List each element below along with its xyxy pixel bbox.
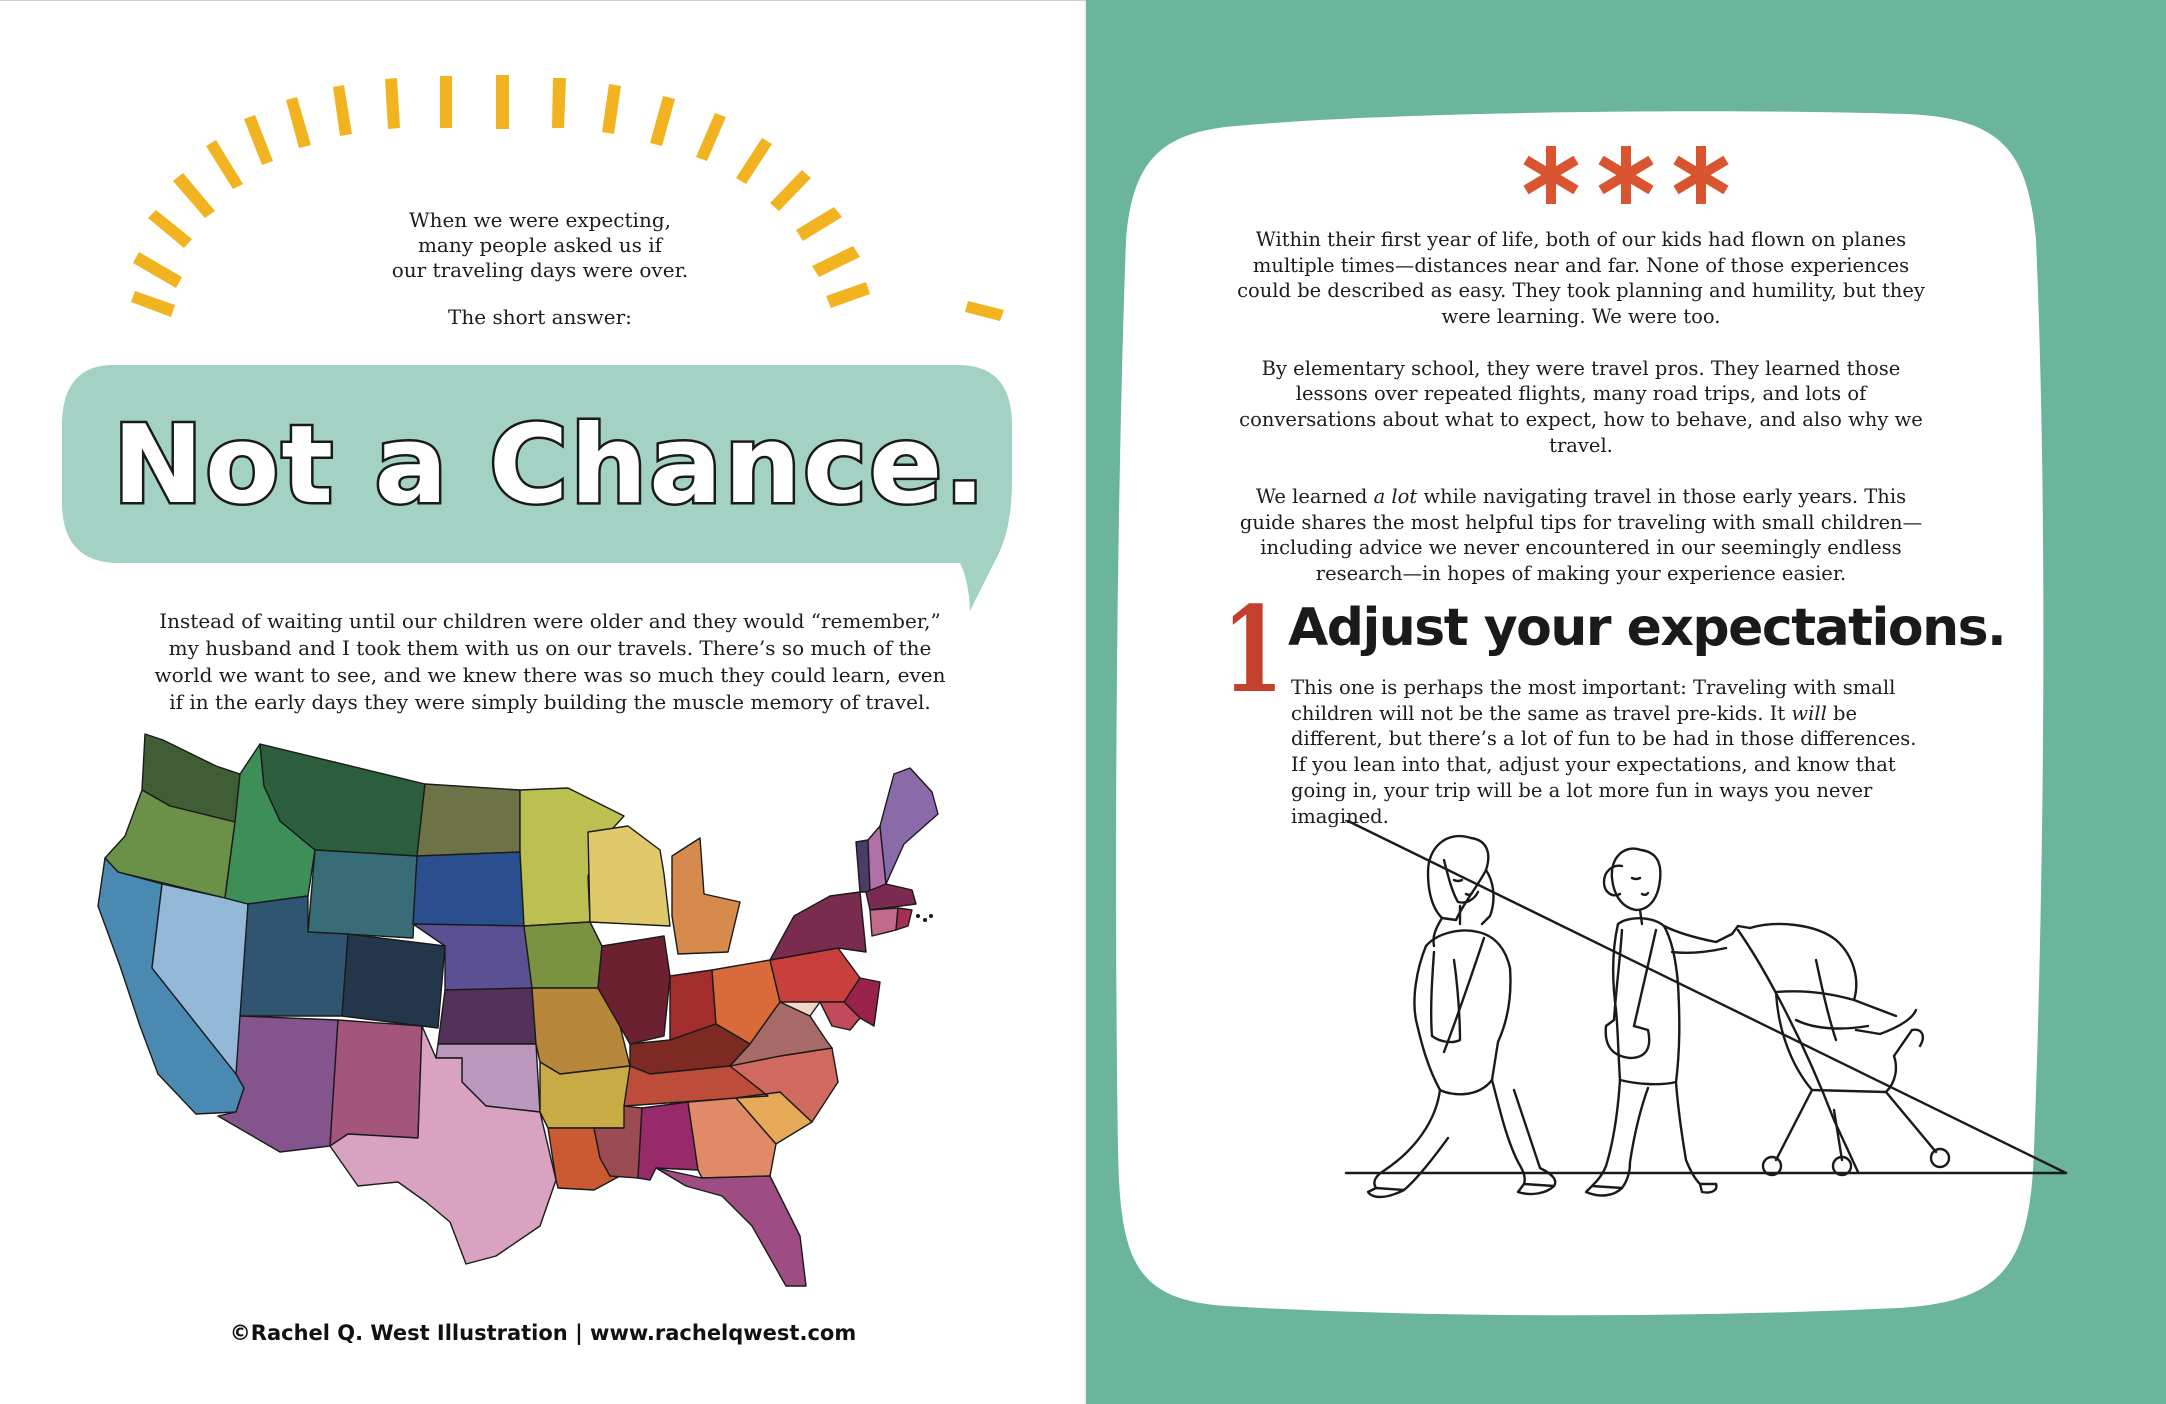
state-wy bbox=[308, 850, 417, 938]
state-nd bbox=[417, 784, 520, 856]
speech-bubble-icon bbox=[0, 1, 1086, 641]
intro-line-1: When we were expecting, bbox=[409, 208, 671, 232]
state-fl bbox=[656, 1168, 806, 1286]
usa-states-map-icon bbox=[90, 726, 1020, 1306]
section-heading: Adjust your expectations. bbox=[1288, 598, 2006, 658]
intro-line-3: our traveling days were over. bbox=[391, 258, 689, 282]
state-ct bbox=[870, 908, 898, 936]
intro-paragraphs bbox=[1236, 227, 1926, 587]
state-ar bbox=[540, 1062, 630, 1128]
emphasis-will: will bbox=[1791, 701, 1827, 725]
emphasis-a-lot: a lot bbox=[1373, 485, 1418, 508]
section-body: This one is perhaps the most important: Traveling with small children will not be the same as travel pre-kids. It will be different, but there’s a lot of fun to be had in those differences. If you lean into that, adjust your expectations, and know that going in, your trip will be a lot more fun in ways you never imagined. bbox=[1291, 676, 1917, 828]
paragraph-elementary: By elementary school, they were travel pros. They learned those lessons over repeated flights, many road trips, and lots of conversations about what to expect, how to behave, and also why we travel. bbox=[1239, 356, 1923, 457]
left-body-paragraph: Instead of waiting until our children were older and they would “remember,” my husband and I took them with us on our travels. There’s so much of the world we want to see, and we knew there was so much they could learn, even if in the early days they were simply building the muscle memory of travel. bbox=[154, 609, 946, 714]
paragraph-first-year: Within their first year of life, both of our kids had flown on planes multiple times—distances near and far. None of those experiences could be described as easy. They took planning and humility, but they were learning. We were too. bbox=[1237, 228, 1925, 329]
state-ri bbox=[896, 908, 912, 930]
credit-line: ©Rachel Q. West Illustration | www.rachelqwest.com bbox=[229, 1321, 857, 1345]
right-page bbox=[1086, 0, 2166, 1404]
state-mi bbox=[672, 838, 740, 954]
state-ia bbox=[524, 922, 602, 988]
state-co bbox=[342, 934, 445, 1028]
state-ny bbox=[770, 892, 866, 960]
headline: Not a Chance. bbox=[112, 403, 988, 528]
section-number: 1 bbox=[1222, 580, 1284, 719]
state-al bbox=[638, 1102, 698, 1180]
state-ks bbox=[438, 988, 536, 1044]
state-sd bbox=[413, 852, 524, 926]
intro-line-2: many people asked us if bbox=[417, 233, 663, 257]
state-wi bbox=[588, 826, 670, 926]
asterisk-icon bbox=[1516, 140, 1736, 210]
state-nm bbox=[330, 1020, 422, 1146]
paragraph-guide: We learned a lot while navigating travel in those early years. This guide shares the most helpful tips for traveling with small children—including advice we never encountered in our seemingly endless research—in hopes of making your experience easier. bbox=[1239, 485, 1923, 586]
state-me bbox=[880, 768, 938, 884]
short-answer-label: The short answer: bbox=[448, 305, 632, 329]
women-walking-with-stroller-icon bbox=[1256, 820, 2086, 1250]
